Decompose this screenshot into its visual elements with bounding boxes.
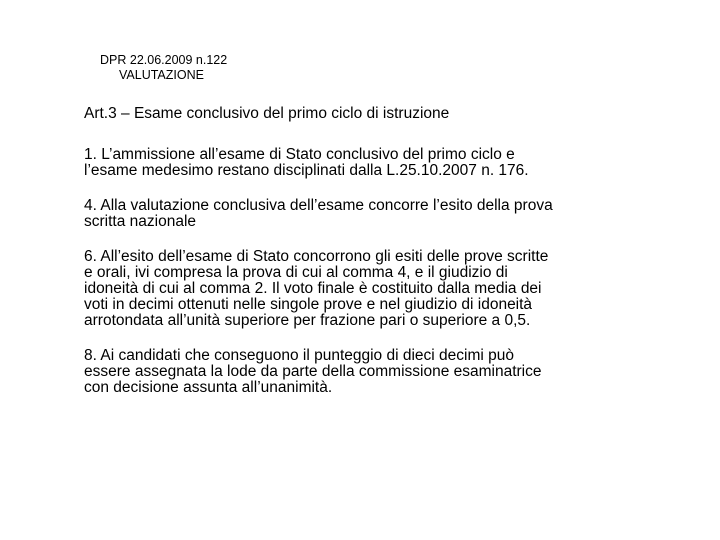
paragraph-line: l’esame medesimo restano disciplinati dalla L.25.10.2007 n. 176. — [84, 162, 529, 179]
paragraph-line: arrotondata all’unità superiore per frazione pari o superiore a 0,5. — [84, 312, 531, 329]
paragraph-1 — [84, 147, 644, 179]
paragraph-line: voti in decimi ottenuti nelle singole prove e nel giudizio di idoneità — [84, 296, 533, 313]
document-header — [100, 53, 227, 83]
paragraph-line: e orali, ivi compresa la prova di cui al comma 4, e il giudizio di — [84, 264, 508, 281]
paragraph-line: scritta nazionale — [84, 213, 197, 230]
paragraph-line: 8. Ai candidati che conseguono il punteggio di dieci decimi può — [84, 347, 514, 364]
paragraph-line: con decisione assunta all’unanimità. — [84, 379, 333, 396]
paragraph-line: 6. All’esito dell’esame di Stato concorrono gli esiti delle prove scritte — [84, 248, 549, 265]
article-title: Art.3 – Esame conclusivo del primo ciclo di istruzione — [84, 105, 450, 122]
paragraph-6 — [84, 249, 644, 329]
header-reference: DPR 22.06.2009 n.122 — [100, 53, 228, 67]
paragraph-line: 1. L’ammissione all’esame di Stato conclusivo del primo ciclo e — [84, 146, 515, 163]
paragraph-line: idoneità di cui al comma 2. Il voto finale è costituito dalla media dei — [84, 280, 542, 297]
paragraph-line: essere assegnata la lode da parte della commissione esaminatrice — [84, 363, 542, 380]
header-subject: VALUTAZIONE — [119, 68, 204, 82]
paragraph-4 — [84, 198, 644, 230]
paragraph-line: 4. Alla valutazione conclusiva dell’esame concorre l’esito della prova — [84, 197, 553, 214]
article-body — [84, 106, 644, 415]
paragraph-8 — [84, 348, 644, 396]
